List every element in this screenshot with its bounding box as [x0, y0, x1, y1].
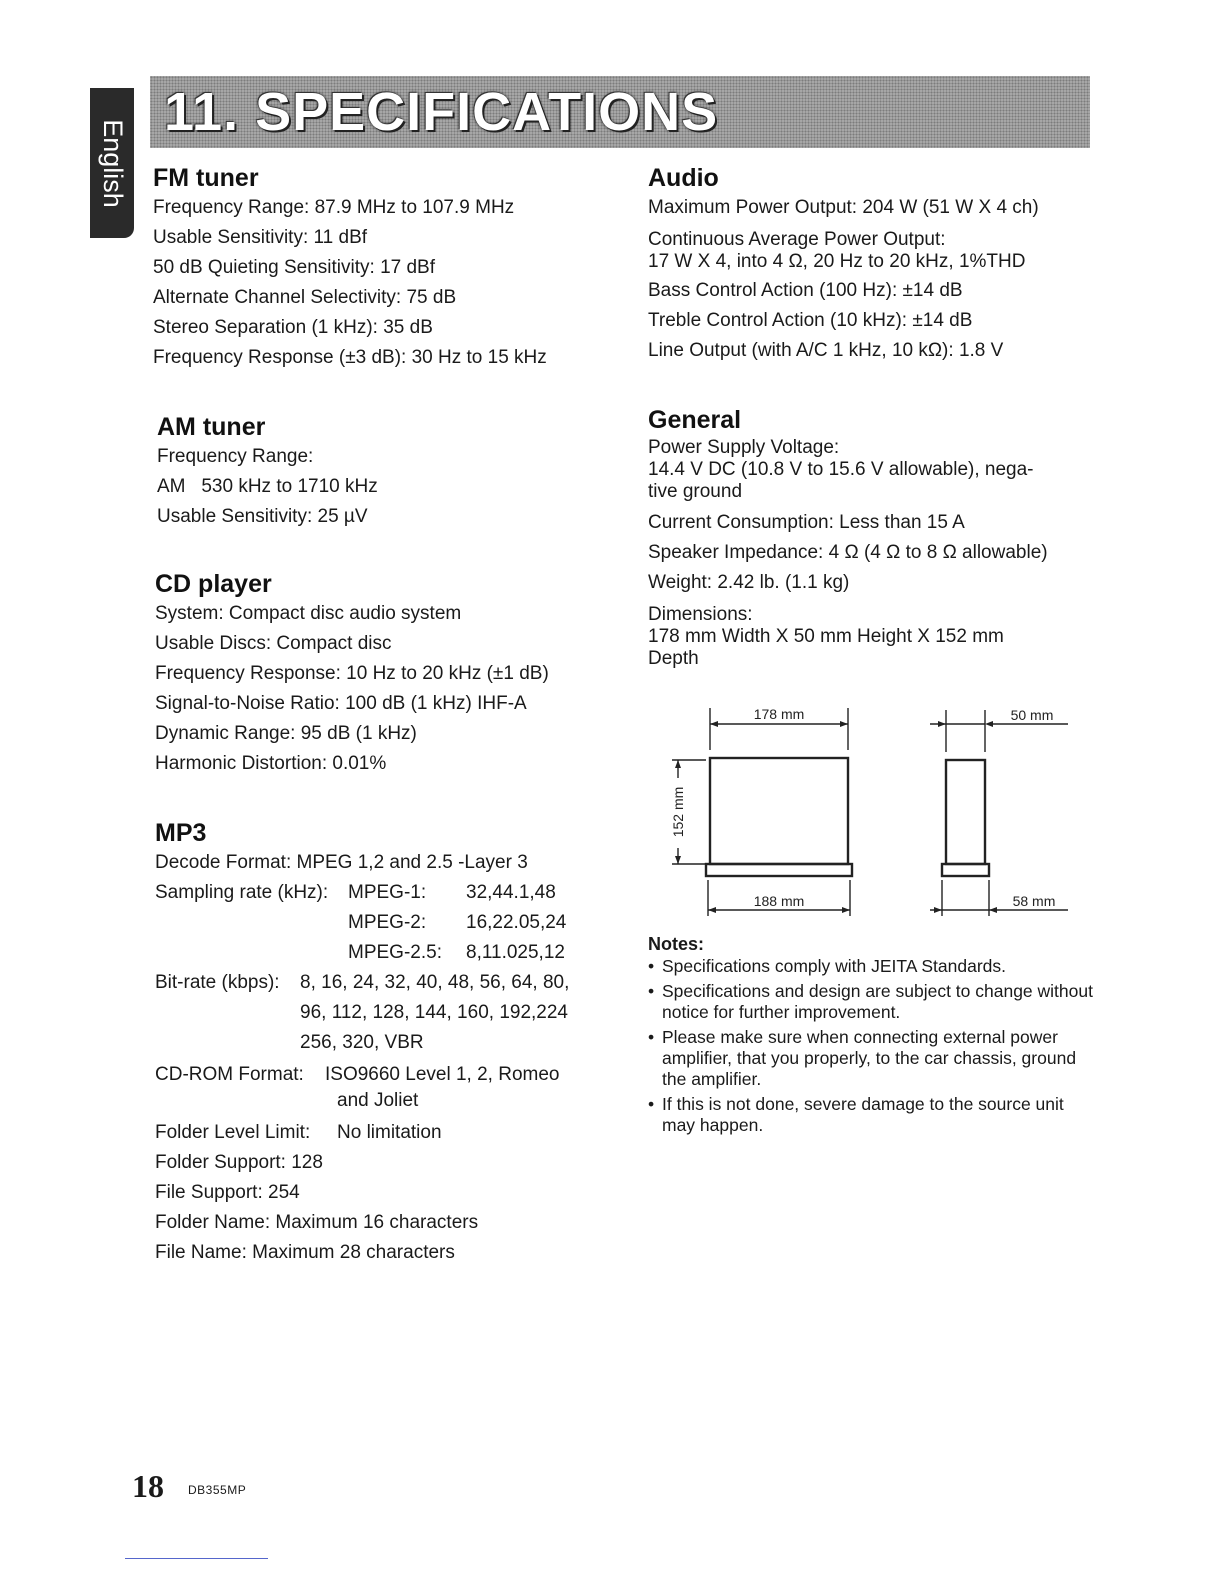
mp3-spec-line: Folder Name: Maximum 16 characters — [155, 1212, 479, 1233]
general-spec-line: Speaker Impedance: 4 Ω (4 Ω to 8 Ω allowable) — [648, 542, 1048, 563]
general-spec-line: 178 mm Width X 50 mm Height X 152 mm — [648, 626, 1004, 647]
general-section — [648, 405, 1098, 670]
audio-spec-line: Line Output (with A/C 1 kHz, 10 kΩ): 1.8 V — [648, 340, 1004, 361]
page-title: 11. SPECIFICATIONS — [164, 82, 719, 142]
depth-top-label: 50 mm — [1010, 707, 1054, 723]
audio-spec-line: Continuous Average Power Output: — [648, 229, 946, 250]
fm-spec-line: Usable Sensitivity: 11 dBf — [153, 227, 368, 248]
mp3-sampling-value: 8,11.025,12 — [466, 942, 565, 963]
cd-spec-line: Harmonic Distortion: 0.01% — [155, 753, 387, 774]
mp3-bitrate-row — [155, 998, 625, 1028]
note-item: • Specifications comply with JEITA Standards. — [648, 956, 1093, 977]
notes-title: Notes: — [648, 934, 705, 954]
mp3-sampling-value: 32,44.1,48 — [466, 882, 556, 903]
mp3-bitrate-values: 256, 320, VBR — [300, 1032, 424, 1053]
dimension-diagram — [640, 700, 1080, 930]
mp3-cdrom-row — [155, 1060, 625, 1090]
width-bottom-label: 188 mm — [753, 893, 805, 909]
mp3-cdrom-label: CD-ROM Format: — [155, 1064, 304, 1085]
mp3-sampling-row — [155, 878, 625, 908]
width-top-label: 178 mm — [753, 706, 805, 722]
audio-spec-line: 17 W X 4, into 4 Ω, 20 Hz to 20 kHz, 1%THD — [648, 251, 1026, 272]
mp3-folder-level-row — [155, 1118, 625, 1148]
depth-bottom-label: 58 mm — [1012, 893, 1056, 909]
general-spec-line: Power Supply Voltage: — [648, 437, 840, 458]
mp3-sampling-label: Sampling rate (kHz): — [155, 882, 329, 903]
language-tab — [90, 88, 134, 238]
title-banner — [150, 76, 1090, 148]
am-spec-line: Usable Sensitivity: 25 µV — [157, 506, 368, 527]
height-label: 152 mm — [670, 786, 686, 838]
mp3-folder-level-label: Folder Level Limit: — [155, 1122, 311, 1143]
note-item: • If this is not done, severe damage to the source unit may happen. — [648, 1094, 1093, 1136]
general-spec-line: Dimensions: — [648, 604, 753, 625]
model-number: DB355MP — [188, 1483, 247, 1497]
mp3-sampling-row — [155, 938, 625, 968]
fm-spec-line: Alternate Channel Selectivity: 75 dB — [153, 287, 457, 308]
mp3-bitrate-label: Bit-rate (kbps): — [155, 972, 280, 993]
footer-rule — [125, 1558, 268, 1559]
mp3-cdrom-value: ISO9660 Level 1, 2, Romeo — [325, 1064, 560, 1085]
mp3-sampling-name: MPEG-2.5: — [348, 942, 442, 963]
general-spec-line: tive ground — [648, 481, 743, 502]
mp3-folder-level-value: No limitation — [337, 1122, 442, 1143]
mp3-sampling-value: 16,22.05,24 — [466, 912, 567, 933]
mp3-bitrate-values: 8, 16, 24, 32, 40, 48, 56, 64, 80, — [300, 972, 570, 993]
mp3-sampling-name: MPEG-1: — [348, 882, 427, 903]
mp3-spec-line: File Name: Maximum 28 characters — [155, 1242, 455, 1263]
mp3-cdrom-value: and Joliet — [337, 1090, 419, 1111]
language-tab-label: English — [97, 118, 128, 208]
mp3-sampling-name: MPEG-2: — [348, 912, 427, 933]
mp3-decode-format: Decode Format: MPEG 1,2 and 2.5 -Layer 3 — [155, 852, 528, 873]
cd-player-section — [155, 569, 615, 779]
cd-spec-line: Usable Discs: Compact disc — [155, 633, 392, 654]
cd-player-heading: CD player — [155, 570, 272, 598]
cd-spec-line: System: Compact disc audio system — [155, 603, 462, 624]
note-item: • Specifications and design are subject to change without notice for further improvement. — [648, 981, 1093, 1023]
fm-spec-line: Frequency Response (±3 dB): 30 Hz to 15 kHz — [153, 347, 547, 368]
fm-spec-line: 50 dB Quieting Sensitivity: 17 dBf — [153, 257, 435, 278]
audio-spec-line: Bass Control Action (100 Hz): ±14 dB — [648, 280, 963, 301]
fm-tuner-heading: FM tuner — [153, 164, 259, 192]
fm-tuner-section — [153, 163, 613, 373]
general-spec-line: Weight: 2.42 lb. (1.1 kg) — [648, 572, 850, 593]
fm-spec-line: Stereo Separation (1 kHz): 35 dB — [153, 317, 433, 338]
am-spec-line: Frequency Range: — [157, 446, 314, 467]
mp3-cdrom-row — [155, 1090, 625, 1112]
audio-section — [648, 163, 1098, 366]
general-spec-line: Current Consumption: Less than 15 A — [648, 512, 965, 533]
general-spec-line: Depth — [648, 648, 699, 669]
mp3-bitrate-row — [155, 968, 625, 998]
notes-section — [648, 932, 1093, 1140]
cd-spec-line: Dynamic Range: 95 dB (1 kHz) — [155, 723, 417, 744]
mp3-spec-line: Folder Support: 128 — [155, 1152, 323, 1173]
general-heading: General — [648, 406, 742, 434]
fm-spec-line: Frequency Range: 87.9 MHz to 107.9 MHz — [153, 197, 515, 218]
notes-list — [648, 956, 1093, 1136]
audio-heading: Audio — [648, 164, 719, 192]
cd-spec-line: Signal-to-Noise Ratio: 100 dB (1 kHz) IHF-A — [155, 693, 527, 714]
mp3-heading: MP3 — [155, 819, 207, 847]
note-item: • Please make sure when connecting external power amplifier, that you properly, to the car chassis, ground the amplifier. — [648, 1027, 1093, 1090]
mp3-bitrate-row — [155, 1028, 625, 1058]
cd-spec-line: Frequency Response: 10 Hz to 20 kHz (±1 dB) — [155, 663, 549, 684]
mp3-sampling-row — [155, 908, 625, 938]
mp3-section — [155, 818, 625, 1268]
general-spec-line: 14.4 V DC (10.8 V to 15.6 V allowable), nega- — [648, 459, 1034, 480]
audio-spec-line: Treble Control Action (10 kHz): ±14 dB — [648, 310, 973, 331]
audio-spec-line: Maximum Power Output: 204 W (51 W X 4 ch) — [648, 197, 1039, 218]
am-tuner-section — [157, 412, 617, 532]
mp3-spec-line: File Support: 254 — [155, 1182, 300, 1203]
mp3-bitrate-values: 96, 112, 128, 144, 160, 192,224 — [300, 1002, 568, 1023]
am-tuner-heading: AM tuner — [157, 413, 266, 441]
am-spec-line: AM 530 kHz to 1710 kHz — [157, 476, 378, 497]
page-number: 18 — [132, 1468, 164, 1504]
